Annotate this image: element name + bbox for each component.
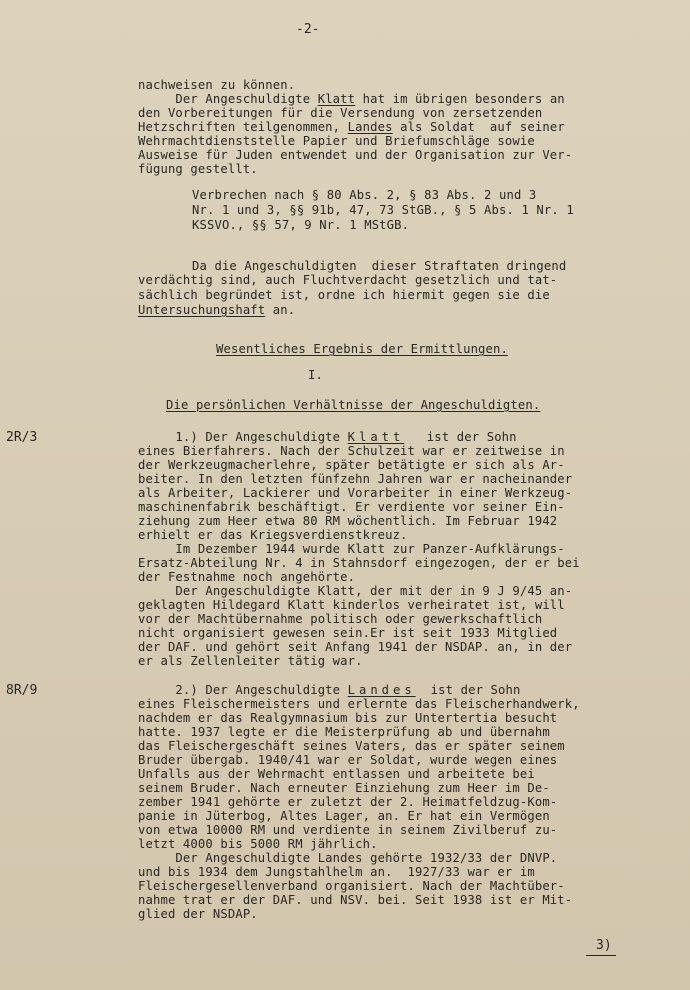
underlined-name-klatt: Klatt <box>317 92 356 106</box>
text-line: zember 1941 gehörte er zuletzt der 2. Heimatfeldzug-Kom- <box>138 795 558 809</box>
text-line: seinem Bruder. Nach erneuter Einziehung zum Heer im De- <box>138 781 550 795</box>
underlined-name-landes: Landes <box>347 120 393 134</box>
text-line: der Werkzeugmacherlehre, später betätigte er sich als Ar- <box>138 458 565 472</box>
text-line: vor der Machtübernahme politisch oder gewerkschaftlich <box>138 612 543 626</box>
text-line <box>138 303 295 317</box>
text-line: Da die Angeschuldigten dieser Straftaten dringend <box>192 259 567 273</box>
text-line: der DAF. und gehört seit Anfang 1941 der NSDAP. an, in der <box>138 640 573 654</box>
text-line: Der Angeschuldigte Landes gehörte 1932/33 der DNVP. <box>138 851 558 865</box>
text-segment: hat im übrigen besonders an <box>355 92 565 106</box>
text-line: nachweisen zu können. <box>138 78 296 92</box>
text-line <box>138 120 565 134</box>
underlined-term: Untersuchungshaft <box>138 303 266 317</box>
text-line: das Fleischergeschäft seines Vaters, das er später seinem <box>138 739 565 753</box>
text-line: letzt 4000 bis 5000 RM jährlich. <box>138 837 378 851</box>
underlined-name-klatt: Klatt <box>347 430 405 444</box>
page-number: -2- <box>296 22 320 37</box>
text-line: glied der NSDAP. <box>138 907 258 921</box>
text-segment: als Soldat auf seiner <box>392 120 565 134</box>
text-line: verdächtig sind, auch Fluchtverdacht gesetzlich und tat- <box>138 273 558 287</box>
text-line: er als Zellenleiter tätig war. <box>138 654 363 668</box>
text-line: fügung gestellt. <box>138 162 258 176</box>
text-line: als Arbeiter, Lackierer und Vorarbeiter in einer Werkzeug- <box>138 486 573 500</box>
section-heading: Wesentliches Ergebnis der Ermittlungen. <box>216 342 509 356</box>
text-line: nicht organisiert gewesen sein.Er ist seit 1933 Mitglied <box>138 626 558 640</box>
text-line: Der Angeschuldigte Klatt, der mit der in 9 J 9/45 an- <box>138 584 573 598</box>
text-line: erhielt er das Kriegsverdienstkreuz. <box>138 528 408 542</box>
text-line: Verbrechen nach § 80 Abs. 2, § 83 Abs. 2 und 3 <box>192 188 537 202</box>
text-line: Bruder übergab. 1940/41 war er Soldat, wurde wegen eines <box>138 753 558 767</box>
text-line: beiter. In den letzten fünfzehn Jahren war er nacheinander <box>138 472 573 486</box>
text-segment: ist der Sohn <box>415 683 521 697</box>
next-page-marker: 3) <box>596 938 612 953</box>
text-line: Fleischergesellenverband organisiert. Nach der Machtüber- <box>138 879 565 893</box>
text-line: KSSVO., §§ 57, 9 Nr. 1 MStGB. <box>192 218 410 232</box>
text-line: Unfalls aus der Wehrmacht entlassen und arbeitete bei <box>138 767 535 781</box>
text-line: der Festnahme noch angehörte. <box>138 570 356 584</box>
text-line: und bis 1934 dem Jungstahlhelm an. 1927/33 war er im <box>138 865 535 879</box>
text-line: panie in Jüterbog, Altes Lager, an. Er hat ein Vermögen <box>138 809 550 823</box>
roman-numeral: I. <box>308 368 323 382</box>
text-line: den Vorbereitungen für die Versendung von zersetzenden <box>138 106 543 120</box>
text-segment: ist der Sohn <box>404 430 517 444</box>
text-line: maschinenfabrik beschäftigt. Er verdiente vor seiner Ein- <box>138 500 565 514</box>
text-line: nachdem er das Realgymnasium bis zur Untertertia besucht <box>138 711 558 725</box>
text-line: hatte. 1937 legte er die Meisterprüfung ab und übernahm <box>138 725 550 739</box>
text-line: ziehung zum Heer etwa 80 RM wöchentlich. Im Februar 1942 <box>138 514 558 528</box>
text-line: Nr. 1 und 3, §§ 91b, 47, 73 StGB., § 5 Abs. 1 Nr. 1 <box>192 203 574 217</box>
text-line: Ersatz-Abteilung Nr. 4 in Stahnsdorf eingezogen, der er bei <box>138 556 580 570</box>
text-line: nahme trat er der DAF. und NSV. bei. Seit 1938 ist er Mit- <box>138 893 573 907</box>
text-line <box>138 430 517 444</box>
text-segment: Hetzschriften teilgenommen, <box>138 120 348 134</box>
text-segment: Der Angeschuldigte <box>138 92 318 106</box>
margin-note: 8R/9 <box>6 683 38 698</box>
text-line: von etwa 10000 RM und verdiente in seinem Zivilberuf zu- <box>138 823 558 837</box>
text-line <box>138 683 521 697</box>
text-line: sächlich begründet ist, ordne ich hiermit gegen sie die <box>138 288 550 302</box>
text-line: geklagten Hildegard Klatt kinderlos verheiratet ist, will <box>138 598 565 612</box>
text-line: Wehrmachtdienststelle Papier und Briefumschläge sowie <box>138 134 535 148</box>
underlined-name-landes: Landes <box>347 683 416 697</box>
text-line <box>138 92 565 106</box>
margin-note: 2R/3 <box>6 430 38 445</box>
subsection-heading: Die persönlichen Verhältnisse der Angeschuldigten. <box>166 398 541 412</box>
text-segment: an. <box>265 303 296 317</box>
text-segment: 1.) Der Angeschuldigte <box>138 430 348 444</box>
text-line: eines Fleischermeisters und erlernte das Fleischerhandwerk, <box>138 697 580 711</box>
text-line: eines Bierfahrers. Nach der Schulzeit war er zeitweise in <box>138 444 565 458</box>
text-segment: 2.) Der Angeschuldigte <box>138 683 348 697</box>
text-line: Ausweise für Juden entwendet und der Organisation zur Ver- <box>138 148 573 162</box>
text-line: Im Dezember 1944 wurde Klatt zur Panzer-Aufklärungs- <box>138 542 565 556</box>
